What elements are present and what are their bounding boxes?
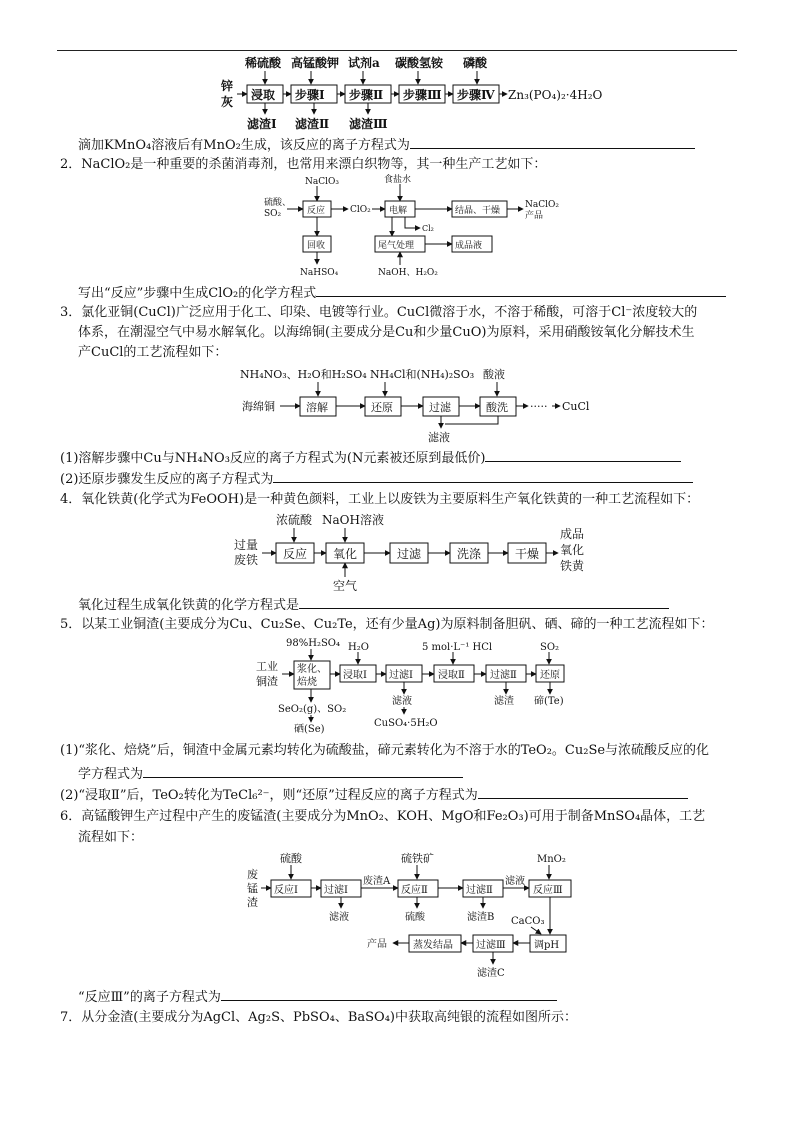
q3-step-1: 溶解 bbox=[306, 401, 328, 414]
q5-leach-1: 浸取Ⅰ bbox=[343, 670, 367, 681]
q1-reagent-3: 试剂a bbox=[348, 56, 380, 70]
q3-intro-2: 体系，在潮湿空气中易水解氧化。以海绵铜(主要成分是Cu和少量CuO)为原料，采用硝酸铵氧化分解技术生 bbox=[78, 325, 695, 340]
q5-sub2-text: (2)“浸取Ⅱ”后，TeO₂转化为TeCl₆²⁻，则“还原”过程反应的离子方程式为 bbox=[60, 788, 478, 803]
q1-start-2: 灰 bbox=[221, 95, 234, 109]
q1-product: Zn₃(PO₄)₂·4H₂O bbox=[508, 88, 603, 102]
q6-mno2: MnO₂ bbox=[537, 854, 566, 865]
q6-residue-b: 滤渣B bbox=[467, 912, 495, 923]
q5-sub1b-text: 学方程式为 bbox=[78, 767, 144, 782]
q5-gas: SeO₂(g)、SO₂ bbox=[278, 704, 347, 715]
q2-finished: 成品液 bbox=[455, 241, 483, 251]
q6-filtrate-out: 滤液 bbox=[329, 912, 349, 923]
q4-step-5: 干燥 bbox=[515, 547, 540, 561]
q4-step-3: 过滤 bbox=[397, 547, 422, 561]
q4-reagent-2: NaOH溶液 bbox=[322, 513, 384, 527]
q5-se: 硒(Se) bbox=[294, 724, 325, 734]
q4-product-1: 成品 bbox=[560, 527, 585, 541]
q6-r1: 反应Ⅰ bbox=[274, 885, 298, 896]
q4-product-2: 氧化 bbox=[560, 543, 585, 557]
q6-f2: 过滤Ⅱ bbox=[466, 885, 493, 896]
q1-waste-1: 滤渣Ⅰ bbox=[247, 117, 277, 131]
q6-start-2: 锰 bbox=[247, 882, 258, 895]
q1-step-2: 步骤Ⅰ bbox=[295, 88, 325, 102]
q3-flow-diagram bbox=[240, 364, 600, 446]
q4-product-3: 铁黄 bbox=[560, 559, 585, 573]
q3-step-4: 酸洗 bbox=[486, 401, 508, 414]
q6-r3: 反应Ⅲ bbox=[533, 885, 563, 896]
q3-step-2: 还原 bbox=[371, 401, 393, 414]
q3-reagent-3: 酸液 bbox=[483, 368, 505, 381]
q5-start-2: 铜渣 bbox=[256, 675, 278, 688]
answer-blank[interactable] bbox=[143, 764, 463, 778]
q6-f1: 过滤Ⅰ bbox=[324, 885, 348, 896]
q3-reagent-1: NH₄NO₃、H₂O和H₂SO₄ bbox=[240, 368, 367, 381]
q6-filtrate: 滤液 bbox=[505, 876, 525, 887]
q5-start-1: 工业 bbox=[256, 660, 278, 673]
q6-acid-out: 硫酸 bbox=[405, 912, 425, 923]
q5-filtrate: 滤液 bbox=[392, 696, 412, 707]
q4-flow-diagram bbox=[232, 512, 602, 594]
answer-blank[interactable] bbox=[299, 595, 669, 609]
q1-question bbox=[78, 135, 758, 154]
q6-question-text: “反应Ⅲ”的离子方程式为 bbox=[78, 990, 221, 1005]
q1-reagent-4: 碳酸氢铵 bbox=[395, 56, 444, 70]
q3-waste: 滤液 bbox=[428, 431, 450, 444]
q2-cl2: Cl₂ bbox=[422, 224, 434, 233]
q1-start-1: 锌 bbox=[221, 79, 234, 93]
answer-blank[interactable] bbox=[410, 135, 695, 149]
q4-step-2: 氧化 bbox=[333, 547, 358, 561]
q5-intro: 5．以某工业铜渣(主要成分为Cu、Cu₂Se、Cu₂Te，还有少量Ag)为原料制备胆矾、硒、碲的一种工艺流程如下： bbox=[60, 617, 714, 632]
q4-start-2: 废铁 bbox=[234, 553, 259, 567]
q6-ph: 调pH bbox=[534, 940, 560, 951]
q4-intro: 4．氧化铁黄(化学式为FeOOH)是一种黄色颜料，工业上以废铁为主要原料生产氧化铁黄的一种工艺流程如下： bbox=[60, 492, 700, 507]
q6-residue-a: 废渣A bbox=[363, 876, 391, 887]
q5-sub1b bbox=[78, 764, 758, 783]
q3-ellipsis: ····· bbox=[530, 400, 548, 413]
q6-intro-1: 6．高锰酸钾生产过程中产生的废锰渣(主要成分为MnO₂、KOH、MgO和Fe₂O₃)可用于制备MnSO₄晶体，工艺 bbox=[60, 809, 706, 824]
q6-start-1: 废 bbox=[247, 868, 258, 881]
q1-flow-diagram bbox=[215, 54, 635, 134]
q1-step-1: 浸取 bbox=[251, 88, 276, 102]
q2-nahso4: NaHSO₄ bbox=[300, 268, 339, 278]
q2-clo2: ClO₂ bbox=[350, 205, 371, 215]
q4-reagent-1: 浓硫酸 bbox=[276, 513, 313, 527]
answer-blank[interactable] bbox=[221, 987, 557, 1001]
q3-sub1 bbox=[60, 448, 740, 467]
q4-question-text: 氧化过程生成氧化铁黄的化学方程式是 bbox=[78, 598, 300, 613]
q3-product: CuCl bbox=[562, 400, 590, 413]
q1-step-4: 步骤Ⅲ bbox=[403, 88, 442, 102]
q5-filter-1: 过滤Ⅰ bbox=[389, 670, 413, 681]
q2-product-1: NaClO₂ bbox=[525, 200, 559, 210]
q4-step-1: 反应 bbox=[283, 547, 308, 561]
q1-waste-2: 滤渣Ⅱ bbox=[295, 117, 330, 131]
q5-filter-2: 过滤Ⅱ bbox=[490, 670, 517, 681]
q5-h2o: H₂O bbox=[348, 642, 369, 653]
q4-step-4: 洗涤 bbox=[457, 547, 482, 561]
q1-waste-3: 滤渣Ⅲ bbox=[349, 117, 388, 131]
q5-cuso4: CuSO₄·5H₂O bbox=[374, 718, 438, 729]
q6-product: 产品 bbox=[367, 939, 387, 950]
q4-question bbox=[78, 595, 758, 614]
q6-residue-c: 滤渣C bbox=[477, 968, 505, 979]
q2-so2: SO₂ bbox=[264, 209, 282, 219]
answer-blank[interactable] bbox=[485, 448, 681, 462]
answer-blank[interactable] bbox=[478, 785, 688, 799]
q5-sub2 bbox=[60, 785, 740, 804]
q7-intro: 7．从分金渣(主要成分为AgCl、Ag₂S、PbSO₄、BaSO₄)中获取高纯银的流程如图所示： bbox=[60, 1010, 577, 1025]
q1-step-3: 步骤Ⅱ bbox=[349, 88, 384, 102]
q6-pyrite: 硫铁矿 bbox=[401, 852, 434, 865]
q1-reagent-2: 高锰酸钾 bbox=[291, 56, 340, 70]
q5-roast-1: 浆化、 bbox=[297, 664, 327, 675]
q5-te: 碲(Te) bbox=[534, 696, 564, 707]
q2-flow-diagram bbox=[260, 172, 580, 282]
q4-air: 空气 bbox=[333, 579, 358, 593]
q2-question-text: 写出“反应”步骤中生成ClO₂的化学方程式 bbox=[78, 286, 317, 301]
q2-salt: 食盐水 bbox=[384, 175, 412, 185]
q6-caco3: CaCO₃ bbox=[511, 916, 545, 927]
header-rule bbox=[57, 50, 737, 51]
q3-step-3: 过滤 bbox=[429, 401, 451, 414]
q2-tail: 尾气处理 bbox=[378, 241, 415, 251]
q6-intro-2: 流程如下： bbox=[78, 830, 144, 845]
q6-evap: 蒸发结晶 bbox=[413, 940, 453, 951]
q1-reagent-1: 稀硫酸 bbox=[245, 56, 282, 70]
q3-intro-1: 3．氯化亚铜(CuCl)广泛应用于化工、印染、电镀等行业。CuCl微溶于水，不溶于稀酸，可溶于Cl⁻浓度较大的 bbox=[60, 305, 698, 320]
q2-naclo3: NaClO₃ bbox=[305, 177, 339, 187]
q6-h2so4: 硫酸 bbox=[280, 852, 302, 865]
q6-flow-diagram bbox=[245, 848, 585, 983]
q6-r2: 反应Ⅱ bbox=[401, 885, 428, 896]
q5-so2: SO₂ bbox=[540, 642, 560, 653]
q2-reaction: 反应 bbox=[307, 206, 326, 216]
q2-crystal: 结晶、干燥 bbox=[455, 206, 501, 216]
q5-sub1a: (1)“浆化、焙烧”后，铜渣中金属元素均转化为硫酸盐，碲元素转化为不溶于水的TeO₂。Cu₂Se与浓硫酸反应的化 bbox=[60, 743, 710, 758]
q5-h2so4: 98%H₂SO₄ bbox=[286, 638, 341, 649]
q3-reagent-2: NH₄Cl和(NH₄)₂SO₃ bbox=[370, 368, 475, 381]
q3-sub2-text: (2)还原步骤发生反应的离子方程式为 bbox=[60, 472, 274, 487]
q5-hcl: 5 mol·L⁻¹ HCl bbox=[422, 642, 493, 653]
q4-start-1: 过量 bbox=[234, 538, 259, 552]
q2-product-2: 产品 bbox=[525, 211, 544, 221]
q5-residue: 滤渣 bbox=[494, 696, 514, 707]
q2-intro: 2．NaClO₂是一种重要的杀菌消毒剂，也常用来漂白织物等，其一种生产工艺如下： bbox=[60, 157, 547, 172]
q2-question bbox=[78, 283, 758, 302]
q2-h2so4: 硫酸、 bbox=[264, 198, 292, 208]
q5-reduce: 还原 bbox=[540, 670, 560, 681]
q3-start: 海绵铜 bbox=[242, 400, 275, 413]
q1-reagent-5: 磷酸 bbox=[463, 56, 488, 70]
answer-blank[interactable] bbox=[316, 283, 726, 297]
q2-recover: 回收 bbox=[307, 241, 326, 251]
q6-f3: 过滤Ⅲ bbox=[476, 940, 506, 951]
q6-start-3: 渣 bbox=[247, 896, 258, 909]
q1-step-5: 步骤Ⅳ bbox=[457, 88, 495, 102]
q2-naoh: NaOH、H₂O₂ bbox=[378, 268, 438, 278]
q5-flow-diagram bbox=[252, 634, 592, 734]
q3-sub2 bbox=[60, 469, 740, 488]
q5-leach-2: 浸取Ⅱ bbox=[438, 670, 465, 681]
answer-blank[interactable] bbox=[273, 469, 693, 483]
q5-roast-2: 焙烧 bbox=[297, 677, 317, 688]
q3-intro-3: 产CuCl的工艺流程如下： bbox=[78, 345, 228, 360]
q3-sub1-text: (1)溶解步骤中Cu与NH₄NO₃反应的离子方程式为(N元素被还原到最低价) bbox=[60, 451, 486, 466]
q1-question-text: 滴加KMnO₄溶液后有MnO₂生成，该反应的离子方程式为 bbox=[78, 138, 410, 153]
q2-electrolysis: 电解 bbox=[389, 206, 408, 216]
q6-question bbox=[78, 987, 758, 1006]
